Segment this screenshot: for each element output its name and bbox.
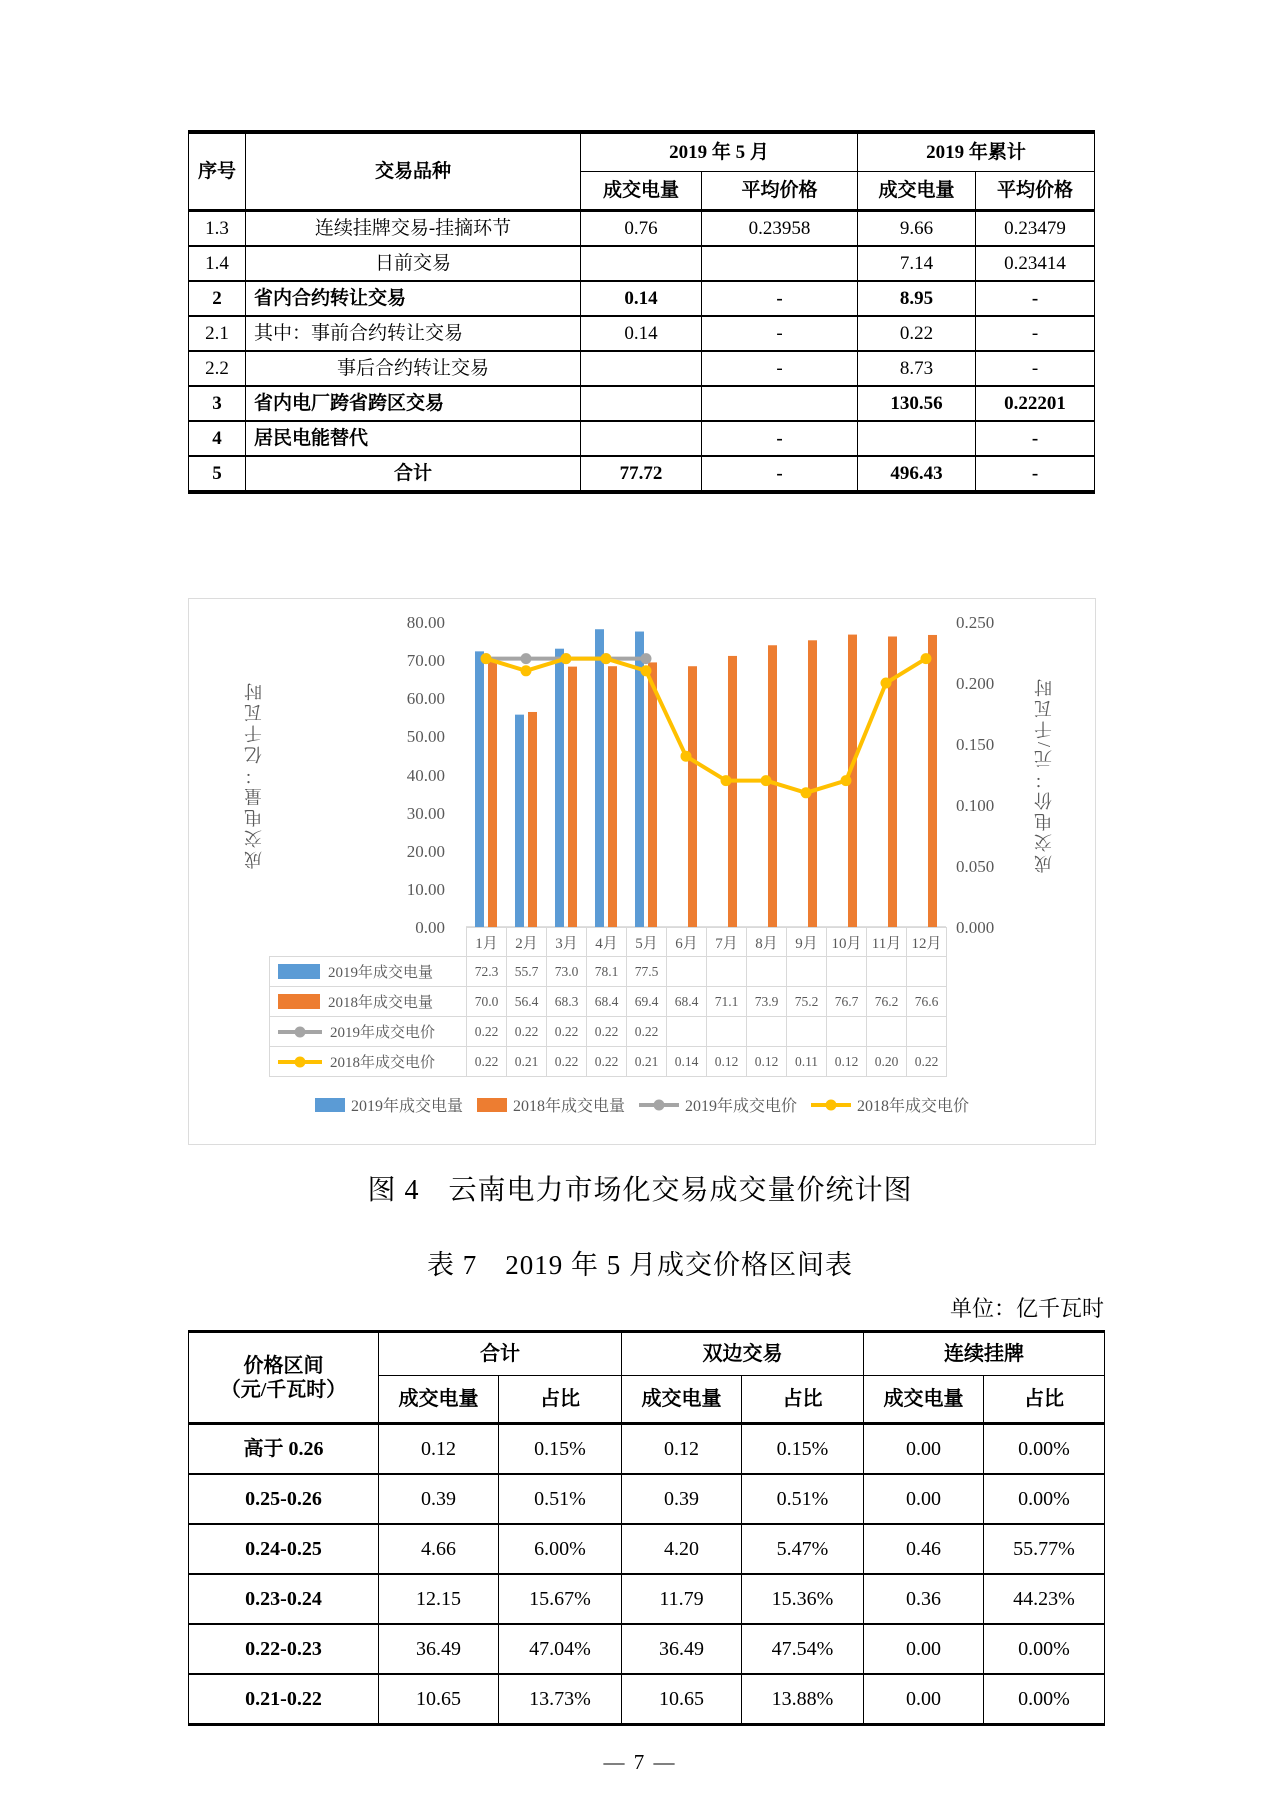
header-seq: 序号 [189,132,246,211]
table-row [189,456,1095,492]
month-label: 8月 [746,927,787,957]
legend-swatch-line [639,1098,679,1112]
legend-swatch-bar [278,994,320,1009]
month-label: 7月 [706,927,747,957]
marker-2018年成交电价 [481,653,492,664]
total-volume: 0.12 [379,1424,499,1475]
y-axis-tick-label: 40.00 [406,765,445,785]
total-volume: 0.39 [379,1474,499,1524]
series-name-label: 2018年成交电量 [328,995,434,1011]
marker-2019年成交电价 [521,653,532,664]
month-label: 9月 [786,927,827,957]
bilateral-volume: 10.65 [622,1674,742,1725]
table-row [189,281,1095,316]
bar-2018年成交电量 [808,640,817,927]
row-month-price: - [702,351,858,386]
total-volume: 36.49 [379,1624,499,1674]
chart-table-value: 0.22 [626,1016,667,1047]
row-seq: 3 [189,386,246,421]
chart-table-value: 71.1 [706,986,747,1017]
chart-table-value: 0.22 [546,1016,587,1047]
bar-2019年成交电量 [595,629,604,927]
bar-2018年成交电量 [768,645,777,927]
marker-2018年成交电价 [641,665,652,676]
row-month-volume [581,421,702,456]
legend-item [477,1093,625,1116]
table-row [189,421,1095,456]
row-total-price: 0.23479 [976,211,1095,247]
chart-table-value: 0.22 [906,1046,947,1077]
chart-table-value: 0.11 [786,1046,827,1077]
bar-2018年成交电量 [928,635,937,927]
row-total-volume: 0.22 [858,316,976,351]
row-month-price: - [702,456,858,492]
header-price-range [189,1332,379,1424]
listing-volume: 0.00 [864,1674,984,1725]
bar-2018年成交电量 [528,712,537,927]
row-month-price: - [702,281,858,316]
bar-2018年成交电量 [488,660,497,927]
y-axis-tick-label: 60.00 [406,689,445,709]
header-group-month: 2019 年 5 月 [581,132,858,172]
chart-table-value: 68.4 [586,986,627,1017]
header-group-total: 2019 年累计 [858,132,1095,172]
header-volume-month: 成交电量 [581,172,702,211]
right-axis-title: 成交电价：元/千瓦时 [1034,676,1054,874]
chart-table-value: 77.5 [626,956,667,987]
chart-table-value: 0.21 [626,1046,667,1077]
row-total-price: - [976,281,1095,316]
legend-swatch-line [278,1055,322,1069]
listing-share: 0.00% [984,1424,1105,1475]
figure4-chart [188,598,1096,1145]
row-month-price: - [702,421,858,456]
chart-table-value: 72.3 [466,956,507,987]
chart-table-row [269,1046,947,1077]
listing-volume: 0.36 [864,1574,984,1624]
secondary-axis-tick-label: 0.200 [956,674,995,693]
bilateral-volume: 0.12 [622,1424,742,1475]
marker-2018年成交电价 [721,775,732,786]
chart-legend [189,1093,1095,1116]
row-range: 0.23-0.24 [189,1574,379,1624]
row-type: 居民电能替代 [246,421,581,456]
chart-table-value [826,1016,867,1047]
bilateral-share: 0.15% [742,1424,864,1475]
price-range-unit: （元/千瓦时） [220,1378,347,1401]
total-volume: 12.15 [379,1574,499,1624]
row-month-volume: 77.72 [581,456,702,492]
chart-table-value: 75.2 [786,986,827,1017]
bar-2018年成交电量 [648,662,657,927]
chart-table-value [786,1016,827,1047]
row-type: 事后合约转让交易 [246,351,581,386]
chart-table-value: 0.22 [466,1046,507,1077]
series-name-label: 2018年成交电价 [330,1055,436,1071]
chart-table-value [866,1016,907,1047]
row-total-price: - [976,456,1095,492]
row-total-volume: 9.66 [858,211,976,247]
row-seq: 5 [189,456,246,492]
table-row [189,1424,1105,1475]
header-group-listing: 连续挂牌 [864,1332,1105,1376]
bar-2019年成交电量 [555,649,564,927]
row-total-volume: 8.73 [858,351,976,386]
month-label: 2月 [506,927,547,957]
chart-table-value [826,956,867,987]
left-axis-title: 成交电量：亿千瓦时 [244,680,264,869]
month-label: 3月 [546,927,587,957]
chart-table-value: 0.12 [746,1046,787,1077]
bilateral-share: 0.51% [742,1474,864,1524]
chart-table-value [906,956,947,987]
listing-volume: 0.00 [864,1474,984,1524]
trade-summary-table [188,130,1095,494]
row-seq: 2.1 [189,316,246,351]
total-volume: 4.66 [379,1524,499,1574]
chart-table-value: 0.22 [466,1016,507,1047]
price-range-table [188,1330,1105,1726]
row-month-volume: 0.14 [581,281,702,316]
y-axis-tick-label: 0.00 [415,918,445,937]
bilateral-volume: 11.79 [622,1574,742,1624]
secondary-axis-tick-label: 0.250 [956,613,995,632]
table-row [189,386,1095,421]
header-price-total: 平均价格 [976,172,1095,211]
row-total-volume: 130.56 [858,386,976,421]
table-row [189,1624,1105,1674]
total-share: 0.51% [499,1474,622,1524]
unit-note: 单位：亿千瓦时 [949,1296,1104,1321]
header-trade-type: 交易品种 [246,132,581,211]
bilateral-volume: 0.39 [622,1474,742,1524]
chart-table-value [746,1016,787,1047]
line-2018年成交电价 [486,659,926,793]
chart-table-value: 0.22 [586,1016,627,1047]
chart-table-value: 78.1 [586,956,627,987]
row-total-price: 0.22201 [976,386,1095,421]
chart-table-series-name [269,1016,467,1047]
series-name-label: 2019年成交电量 [328,965,434,981]
bar-2018年成交电量 [608,666,617,927]
row-range: 0.21-0.22 [189,1674,379,1725]
row-total-volume: 7.14 [858,246,976,281]
total-volume: 10.65 [379,1674,499,1725]
table-row [189,316,1095,351]
month-label: 1月 [466,927,507,957]
total-share: 47.04% [499,1624,622,1674]
total-share: 6.00% [499,1524,622,1574]
chart-table-value: 56.4 [506,986,547,1017]
row-range: 0.22-0.23 [189,1624,379,1674]
chart-table-value: 76.7 [826,986,867,1017]
header-share: 占比 [984,1376,1105,1424]
chart-table-value [706,1016,747,1047]
month-label: 4月 [586,927,627,957]
listing-share: 0.00% [984,1674,1105,1725]
chart-table-value: 76.6 [906,986,947,1017]
legend-swatch-bar [315,1098,345,1112]
header-group-total: 合计 [379,1332,622,1376]
marker-2018年成交电价 [561,653,572,664]
row-seq: 2 [189,281,246,316]
row-type: 省内电厂跨省跨区交易 [246,386,581,421]
chart-table-series-name [269,956,467,987]
bar-2019年成交电量 [515,715,524,927]
marker-2018年成交电价 [521,665,532,676]
chart-table-row [269,956,947,987]
bilateral-volume: 36.49 [622,1624,742,1674]
y-axis-tick-label: 50.00 [406,727,445,747]
bar-2018年成交电量 [568,667,577,927]
row-total-price: 0.23414 [976,246,1095,281]
y-axis-tick-label: 70.00 [406,651,445,671]
y-axis-tick-label: 20.00 [406,841,445,861]
bilateral-share: 13.88% [742,1674,864,1725]
listing-volume: 0.00 [864,1624,984,1674]
legend-item [315,1093,463,1116]
marker-2018年成交电价 [841,775,852,786]
row-month-price: - [702,316,858,351]
chart-table-value: 68.3 [546,986,587,1017]
row-range: 高于 0.26 [189,1424,379,1475]
listing-volume: 0.00 [864,1424,984,1475]
series-name-label: 2019年成交电价 [330,1025,436,1041]
chart-table-series-name [269,1046,467,1077]
row-month-volume: 0.76 [581,211,702,247]
marker-2018年成交电价 [921,653,932,664]
chart-table-row [269,986,947,1017]
table-row [189,246,1095,281]
y-axis-tick-label: 30.00 [406,803,445,823]
listing-share: 44.23% [984,1574,1105,1624]
row-seq: 4 [189,421,246,456]
plot-area [466,622,947,928]
legend-label: 2019年成交电量 [350,1098,463,1115]
bilateral-volume: 4.20 [622,1524,742,1574]
chart-table-value: 0.22 [586,1046,627,1077]
month-label: 6月 [666,927,707,957]
chart-table-value: 0.14 [666,1046,707,1077]
row-type: 连续挂牌交易-挂摘环节 [246,211,581,247]
row-range: 0.25-0.26 [189,1474,379,1524]
bilateral-share: 47.54% [742,1624,864,1674]
total-share: 0.15% [499,1424,622,1475]
legend-swatch-line [278,1025,322,1039]
header-volume: 成交电量 [379,1376,499,1424]
y-axis-tick-label: 80.00 [406,613,445,632]
row-total-volume: 496.43 [858,456,976,492]
row-seq: 1.4 [189,246,246,281]
month-label: 5月 [626,927,667,957]
chart-table-value: 70.0 [466,986,507,1017]
row-total-price: - [976,316,1095,351]
table-row [189,1474,1105,1524]
bar-2018年成交电量 [728,656,737,927]
secondary-axis-tick-label: 0.050 [956,857,995,876]
header-share: 占比 [742,1376,864,1424]
header-share: 占比 [499,1376,622,1424]
chart-table-value: 0.21 [506,1046,547,1077]
row-type: 省内合约转让交易 [246,281,581,316]
row-type: 其中：事前合约转让交易 [246,316,581,351]
listing-volume: 0.46 [864,1524,984,1574]
row-total-volume: 8.95 [858,281,976,316]
row-seq: 1.3 [189,211,246,247]
table7-caption: 表 7 2019 年 5 月成交价格区间表 [427,1250,853,1280]
header-price-month: 平均价格 [702,172,858,211]
chart-table-value [746,956,787,987]
row-type: 日前交易 [246,246,581,281]
bar-2019年成交电量 [635,632,644,927]
marker-2018年成交电价 [881,678,892,689]
page-number: — 7 — [603,1750,677,1774]
chart-table-value [666,1016,707,1047]
chart-table-value [666,956,707,987]
table-row [189,351,1095,386]
month-label: 10月 [826,927,867,957]
chart-table-value: 0.22 [506,1016,547,1047]
legend-label: 2018年成交电量 [512,1098,625,1115]
y-axis-tick-label: 10.00 [406,879,445,899]
row-type: 合计 [246,456,581,492]
month-label: 11月 [866,927,907,957]
row-month-price: 0.23958 [702,211,858,247]
figure-caption: 图 4 云南电力市场化交易成交量价统计图 [367,1175,913,1206]
row-range: 0.24-0.25 [189,1524,379,1574]
header-volume-total: 成交电量 [858,172,976,211]
secondary-axis-tick-label: 0.100 [956,796,995,815]
legend-item [639,1093,797,1116]
row-month-volume: 0.14 [581,316,702,351]
header-group-bilateral: 双边交易 [622,1332,864,1376]
chart-table-value [906,1016,947,1047]
legend-label: 2019年成交电价 [685,1098,798,1115]
chart-table-value [786,956,827,987]
marker-2019年成交电价 [641,653,652,664]
chart-table-value: 76.2 [866,986,907,1017]
total-share: 15.67% [499,1574,622,1624]
chart-table-series-name [269,986,467,1017]
bar-2019年成交电量 [475,651,484,927]
chart-table-value: 73.9 [746,986,787,1017]
row-seq: 2.2 [189,351,246,386]
legend-swatch-bar [477,1098,507,1112]
chart-table-value [866,956,907,987]
chart-table-value: 0.12 [706,1046,747,1077]
row-month-price [702,386,858,421]
marker-2018年成交电价 [681,751,692,762]
listing-share: 55.77% [984,1524,1105,1574]
row-month-volume [581,351,702,386]
table-row [189,1574,1105,1624]
total-share: 13.73% [499,1674,622,1725]
marker-2018年成交电价 [601,653,612,664]
row-total-volume [858,421,976,456]
listing-share: 0.00% [984,1474,1105,1524]
bar-2018年成交电量 [688,666,697,927]
table-row [189,1524,1105,1574]
marker-2018年成交电价 [801,787,812,798]
row-month-volume [581,386,702,421]
secondary-axis-tick-label: 0.150 [956,735,995,754]
chart-table-value: 73.0 [546,956,587,987]
row-total-price: - [976,421,1095,456]
legend-swatch-line [811,1098,851,1112]
chart-table-value: 0.20 [866,1046,907,1077]
chart-table-value: 0.22 [546,1046,587,1077]
legend-swatch-bar [278,964,320,979]
chart-table-value: 69.4 [626,986,667,1017]
bilateral-share: 5.47% [742,1524,864,1574]
legend-label: 2018年成交电价 [857,1098,970,1115]
chart-table-value: 55.7 [506,956,547,987]
month-label: 12月 [906,927,947,957]
legend-item [811,1093,969,1116]
table-row [189,211,1095,247]
chart-table-value: 0.12 [826,1046,867,1077]
row-total-price: - [976,351,1095,386]
chart-table-value [706,956,747,987]
chart-table-value: 68.4 [666,986,707,1017]
price-range-label: 价格区间 [243,1354,324,1377]
header-volume: 成交电量 [622,1376,742,1424]
chart-table-row [269,1016,947,1047]
row-month-volume [581,246,702,281]
listing-share: 0.00% [984,1624,1105,1674]
marker-2018年成交电价 [761,775,772,786]
row-month-price [702,246,858,281]
table-row [189,1674,1105,1725]
secondary-axis-tick-label: 0.000 [956,918,995,937]
bilateral-share: 15.36% [742,1574,864,1624]
left-axis-ticks [189,613,455,937]
header-volume: 成交电量 [864,1376,984,1424]
